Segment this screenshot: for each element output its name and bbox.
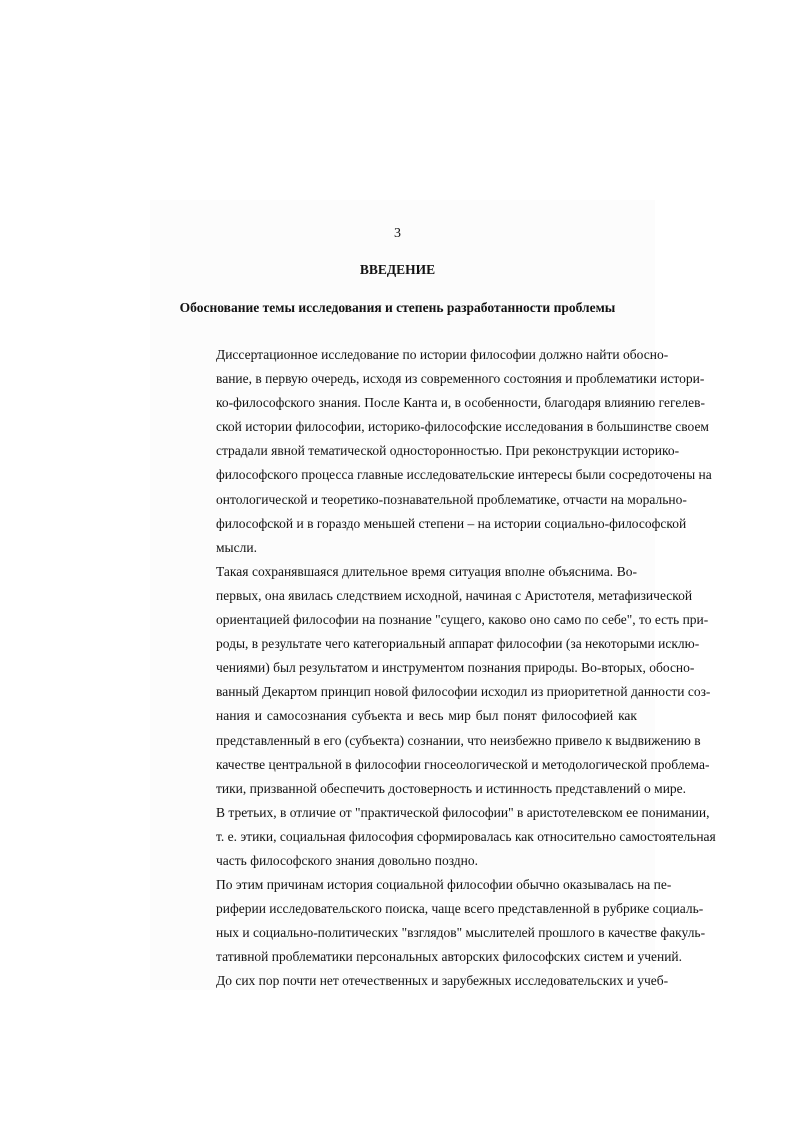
text-line: По этим причинам история социальной философии обычно оказывалась на пе- [216,877,672,893]
text-line: онтологической и теоретико-познавательной проблематике, отчасти на морально- [216,491,687,507]
text-line: нания и самосознания субъекта и весь мир был понят философией как [216,708,637,724]
text-line: вание, в первую очередь, исходя из современного состояния и проблематики истори- [216,371,705,387]
text-line: философского процесса главные исследовательские интересы были сосредоточены на [216,467,712,483]
text-line: ориентацией философии на познание "сущего, каково оно само по себе", то есть при- [216,612,709,628]
text-line: ванный Декартом принцип новой философии исходил из приоритетной данности соз- [216,684,711,700]
text-line: чениями) был результатом и инструментом познания природы. Во-вторых, обосно- [216,660,695,676]
text-line: мысли. [216,539,257,555]
paragraph-1 [183,343,712,560]
text-line: В третьих, в отличие от "практической философии" в аристотелевском ее понимании, [216,804,710,820]
text-line: ской истории философии, историко-философские исследования в большинстве своем [216,419,709,435]
paragraph-2 [183,560,716,873]
text-line: т. е. этики, социальная философия сформировалась как относительно самостоятельная [216,828,716,844]
text-line: риферии исследовательского поиска, чаще всего представленной в рубрике социаль- [216,901,704,917]
text-line: тативной проблематики персональных авторских философских систем и учений. [216,949,683,965]
paragraph-4 [183,969,669,993]
text-line: страдали явной тематической односторонностью. При реконструкции историко- [216,443,680,459]
document-body [183,343,716,994]
page-number: 3 [394,226,401,241]
text-line: Такая сохранявшаяся длительное время ситуация вполне объяснима. Во- [216,563,637,579]
text-line: качестве центральной в философии гносеологической и методологической проблема- [216,756,710,772]
section-subtitle: Обоснование темы исследования и степень разработанности проблемы [179,300,616,315]
text-line: тики, призванной обеспечить достоверность и истинность представлений о мире. [216,780,687,796]
text-line: ных и социально-политических "взглядов" мыслителей прошлого в качестве факуль- [216,925,706,941]
text-line: До сих пор почти нет отечественных и зарубежных исследовательских и учеб- [216,973,669,989]
section-title: ВВЕДЕНИЕ [359,262,436,277]
text-line: представленный в его (субъекта) сознании, что неизбежно привело к выдвижению в [216,732,701,748]
text-line: ко-философского знания. После Канта и, в особенности, благодаря влиянию гегелев- [216,395,705,411]
text-line: философской и в гораздо меньшей степени – на истории социально-философской [216,515,687,531]
paragraph-3 [183,873,706,969]
text-line: часть философского знания довольно поздно. [216,852,479,868]
text-line: Диссертационное исследование по истории философии должно найти обосно- [216,347,669,362]
text-line: роды, в результате чего категориальный аппарат философии (за некоторыми исклю- [216,636,700,652]
text-line: первых, она явилась следствием исходной, начиная с Аристотеля, метафизической [216,587,693,603]
